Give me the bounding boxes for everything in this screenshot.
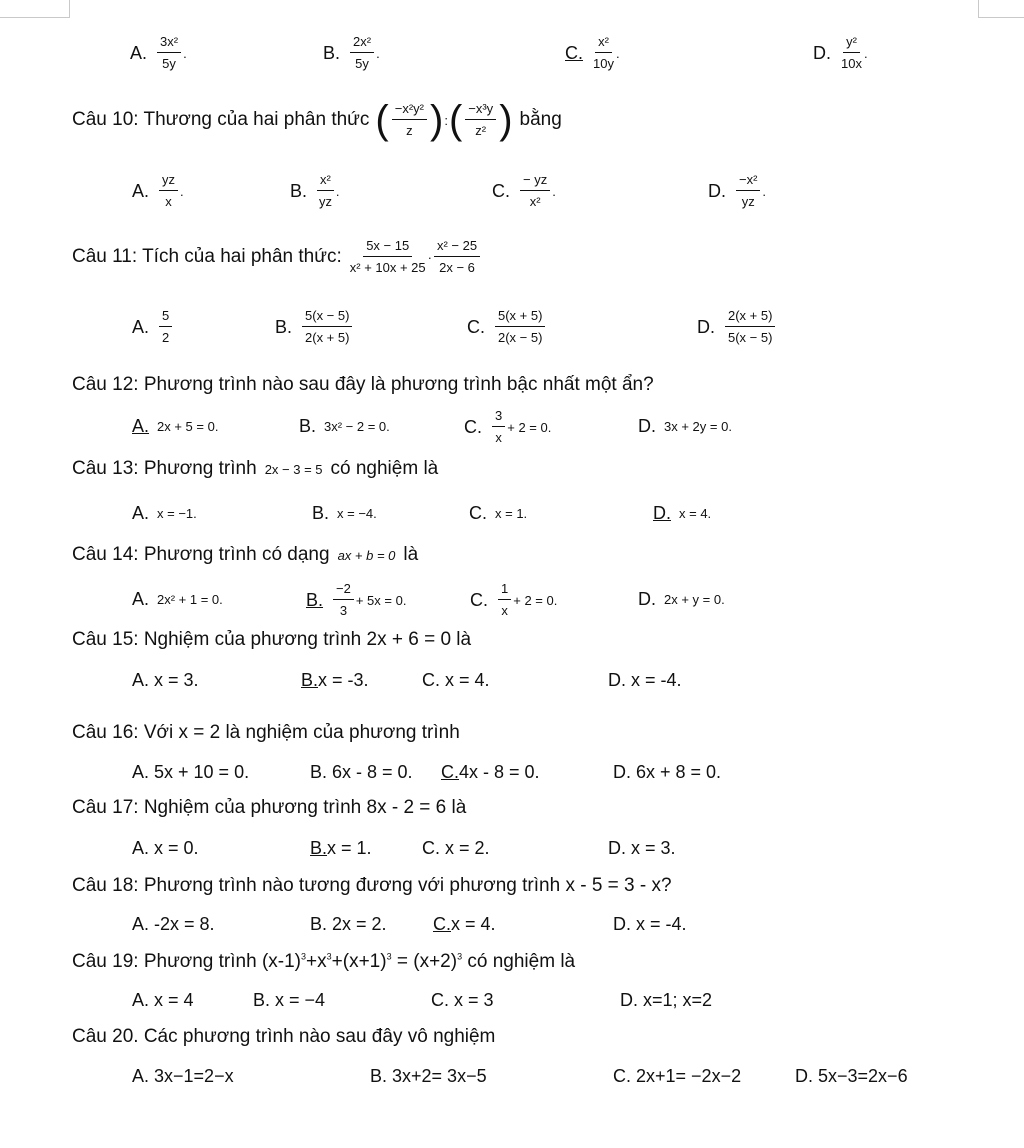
fraction: $\frac{5x - 15}{\text{x² + 10x + 25}}$ bbox=[349, 238, 426, 276]
q12-option-c: C. $\frac{3}{x}$ + 2 = 0. bbox=[464, 408, 552, 446]
q9-option-a: A. $\frac{\text{3x²}}{5y}$ . bbox=[130, 34, 187, 72]
q9-option-b: B. $\frac{\text{2x²}}{5y}$ . bbox=[323, 34, 380, 72]
q17-option-c: C. x = 2. bbox=[422, 838, 490, 858]
fraction: $\frac{3}{x}$ bbox=[492, 408, 505, 447]
fraction: $\frac{-2}{3}$ bbox=[333, 581, 354, 620]
q10-option-d: D. $\frac{\text{−x²}}{yz}$ . bbox=[708, 172, 767, 210]
q14-option-b: B. $\frac{-2}{3}$ + 5x = 0. bbox=[306, 581, 407, 619]
question-14: Câu 14: Phương trình có dạng ax + b = 0 là bbox=[72, 544, 419, 565]
q16-option-d: D. 6x + 8 = 0. bbox=[613, 762, 722, 782]
question-13: Câu 13: Phương trình 2x − 3 = 5 có nghiệm là bbox=[72, 458, 439, 479]
fraction: $\frac{\text{−x³y}}{\text{z²}}$ bbox=[465, 101, 496, 140]
q19-option-c: C. x = 3 bbox=[431, 990, 494, 1010]
q16-option-a: A. 5x + 10 = 0. bbox=[132, 762, 250, 782]
fraction: $\frac{\text{y²}}{10x}$ bbox=[841, 34, 862, 72]
q18-option-c: C. x = 4. bbox=[433, 914, 496, 934]
q14-option-d: D. 2x + y = 0. bbox=[638, 589, 725, 609]
fraction: $\frac{\text{−x²y²}}{z}$ bbox=[392, 101, 427, 140]
q12-option-b: B. 3x² − 2 = 0. bbox=[299, 416, 390, 436]
fraction: $\frac{\text{2x²}}{5y}$ bbox=[350, 34, 374, 73]
q19-option-a: A. x = 4 bbox=[132, 990, 194, 1010]
question-11: Câu 11: Tích của hai phân thức: $\frac{5x - 15}{\text{x² + 10x + 25}}$ · $\frac{\text{x² − 25}}{2x - 6}$ bbox=[72, 238, 482, 277]
q11-option-c: C. $\frac{5(x + 5)}{2(x - 5)}$ bbox=[467, 308, 547, 347]
q20-option-d: D. 5x−3=2x−6 bbox=[795, 1066, 908, 1086]
fraction: $\frac{2(x + 5)}{5(x - 5)}$ bbox=[725, 308, 775, 347]
question-12: Câu 12: Phương trình nào sau đây là phương trình bậc nhất một ẩn? bbox=[72, 374, 654, 395]
q18-option-b: B. 2x = 2. bbox=[310, 914, 387, 934]
q13-option-d: D. x = 4. bbox=[653, 503, 712, 523]
q10-option-b: B. $\frac{\text{x²}}{yz}$ . bbox=[290, 172, 340, 210]
fraction: $\frac{5(x + 5)}{2(x - 5)}$ bbox=[495, 308, 545, 347]
fraction: $\frac{\text{x² − 25}}{2x - 6}$ bbox=[434, 238, 480, 277]
q16-option-c: C. 4x - 8 = 0. bbox=[441, 762, 540, 782]
q13-option-b: B. x = −4. bbox=[312, 503, 377, 523]
question-19: Câu 19: Phương trình $(x-1)^3+x^3+(x+1)^3 = (x+2)^3$ có nghiệm là bbox=[72, 951, 576, 972]
q14-option-a: A. 2x² + 1 = 0. bbox=[132, 589, 223, 609]
q17-option-d: D. x = 3. bbox=[608, 838, 676, 858]
q10-option-a: A. $\frac{yz}{x}$ . bbox=[132, 172, 184, 210]
q11-option-a: A. $\frac{5}{2}$ bbox=[132, 308, 174, 347]
question-10: Câu 10: Thương của hai phân thức ( $\frac{\text{−x²y²}}{z}$ ) : ( $\frac{\text{−x³y}}{\text{z²}}$ ) bằng bbox=[72, 98, 562, 142]
q20-option-a: A. 3x−1=2−x bbox=[132, 1066, 234, 1086]
fraction: $\frac{5}{2}$ bbox=[159, 308, 172, 347]
q13-option-c: C. x = 1. bbox=[469, 503, 528, 523]
fraction: $\frac{yz}{x}$ bbox=[159, 172, 178, 211]
q9-option-d: D. $\frac{\text{y²}}{10x}$ . bbox=[813, 34, 868, 72]
q11-option-b: B. $\frac{5(x - 5)}{2(x + 5)}$ bbox=[275, 308, 354, 347]
q13-option-a: A. x = −1. bbox=[132, 503, 197, 523]
q10-option-c: C. $\frac{- yz}{\text{x²}}$ . bbox=[492, 172, 556, 210]
q19-option-b: B. x = −4 bbox=[253, 990, 326, 1010]
q11-option-d: D. $\frac{2(x + 5)}{5(x - 5)}$ bbox=[697, 308, 777, 347]
page-corner-mark-left bbox=[0, 0, 70, 18]
question-16: Câu 16: Với x = 2 là nghiệm của phương trình bbox=[72, 722, 460, 743]
q20-option-c: C. 2x+1= −2x−2 bbox=[613, 1066, 742, 1086]
q18-option-a: A. -2x = 8. bbox=[132, 914, 215, 934]
q15-option-d: D. x = -4. bbox=[608, 670, 682, 690]
question-17: Câu 17: Nghiệm của phương trình 8x - 2 = 6 là bbox=[72, 797, 467, 818]
q16-option-b: B. 6x - 8 = 0. bbox=[310, 762, 413, 782]
fraction: $\frac{\text{x²}}{10y}$ bbox=[593, 34, 614, 72]
q20-option-b: B. 3x+2= 3x−5 bbox=[370, 1066, 487, 1086]
fraction: $\frac{\text{x²}}{yz}$ bbox=[318, 172, 332, 210]
page-corner-mark-right bbox=[978, 0, 1024, 18]
fraction: $\frac{1}{x}$ bbox=[498, 581, 511, 620]
fraction: $\frac{\text{−x²}}{yz}$ bbox=[736, 172, 760, 211]
fraction: $\frac{5(x - 5)}{2(x + 5)}$ bbox=[302, 308, 352, 347]
q15-option-c: C. x = 4. bbox=[422, 670, 490, 690]
q9-option-c: C. $\frac{\text{x²}}{10y}$ . bbox=[565, 34, 620, 72]
q17-option-a: A. x = 0. bbox=[132, 838, 199, 858]
fraction: $\frac{\text{3x²}}{5y}$ bbox=[157, 34, 181, 73]
question-18: Câu 18: Phương trình nào tương đương với phương trình x - 5 = 3 - x? bbox=[72, 875, 672, 896]
fraction: $\frac{- yz}{\text{x²}}$ bbox=[520, 172, 550, 211]
q12-option-a: A. 2x + 5 = 0. bbox=[132, 416, 219, 436]
q15-option-b: B. x = -3. bbox=[301, 670, 369, 690]
question-15: Câu 15: Nghiệm của phương trình 2x + 6 = 0 là bbox=[72, 629, 472, 650]
q18-option-d: D. x = -4. bbox=[613, 914, 687, 934]
q12-option-d: D. 3x + 2y = 0. bbox=[638, 416, 732, 436]
q14-option-c: C. $\frac{1}{x}$ + 2 = 0. bbox=[470, 581, 558, 619]
question-20: Câu 20. Các phương trình nào sau đây vô nghiệm bbox=[72, 1026, 496, 1047]
q19-option-d: D. x=1; x=2 bbox=[620, 990, 713, 1010]
q15-option-a: A. x = 3. bbox=[132, 670, 199, 690]
q17-option-b: B. x = 1. bbox=[310, 838, 372, 858]
